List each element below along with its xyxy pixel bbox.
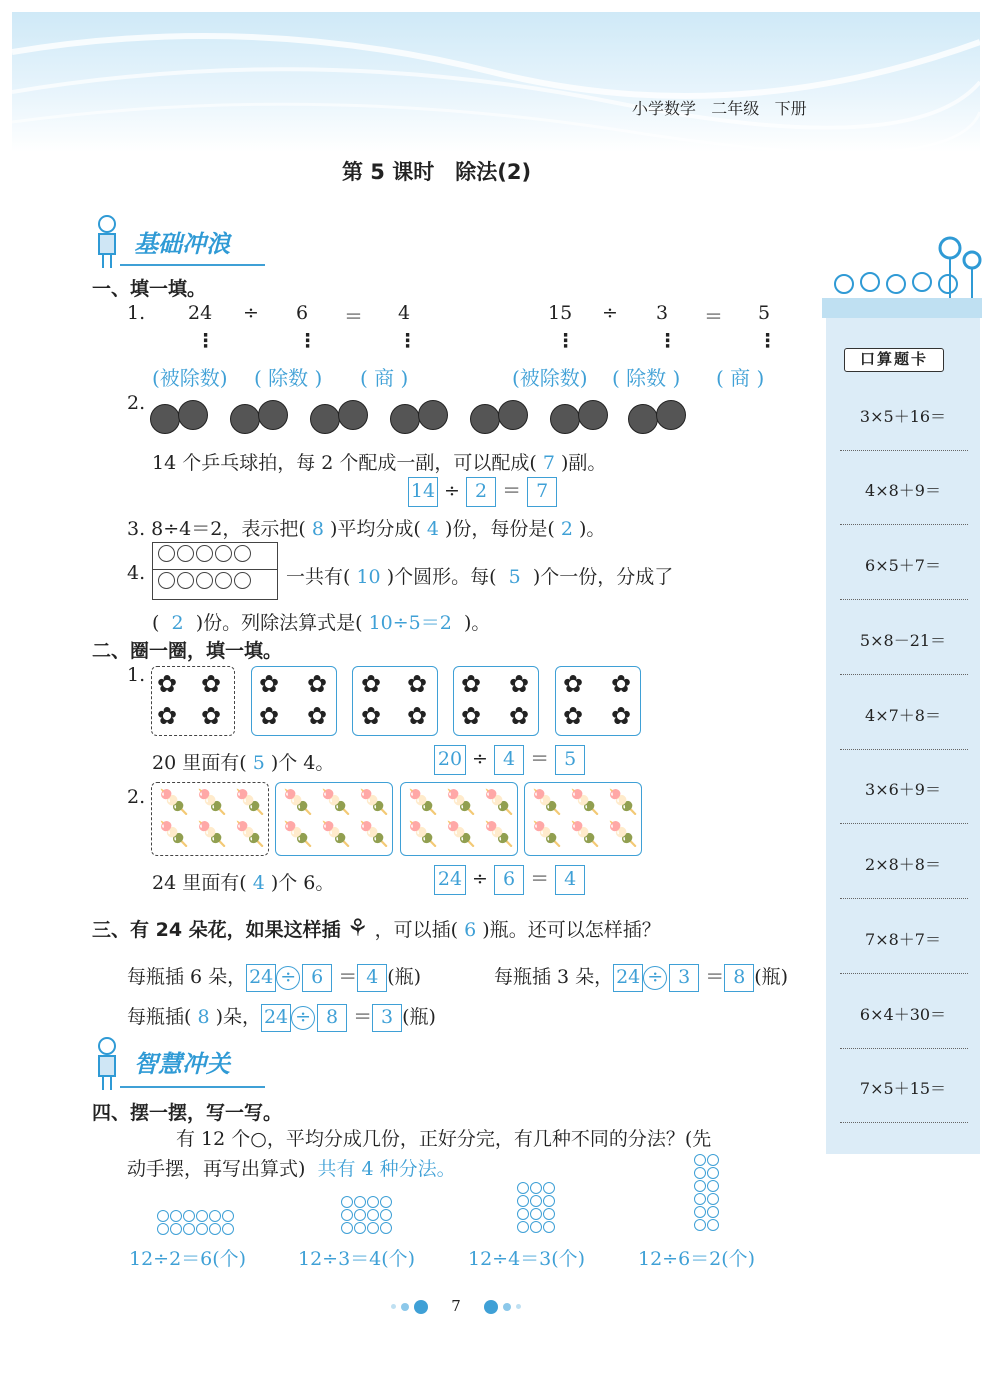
label-divisor-1: ( 除数 ): [254, 366, 323, 390]
section-basic-title: 基础冲浪: [134, 230, 230, 258]
volume: 下册: [774, 99, 807, 118]
popsicle-icon: 🍡: [484, 820, 514, 848]
dots-3x4: [341, 1196, 392, 1234]
flower-icon: ✿: [509, 670, 530, 698]
flower-icon: ✿: [307, 670, 328, 698]
icecream-icons: [151, 782, 651, 856]
paddle-icon: [418, 400, 448, 430]
vdots: ⋮: [758, 330, 777, 352]
popsicle-icon: 🍡: [283, 788, 313, 816]
flower-icon: ✿: [461, 702, 482, 730]
popsicle-icon: 🍡: [197, 820, 227, 848]
grade: 二年级: [711, 99, 760, 118]
flower-icon: ✿: [157, 702, 178, 730]
vdots: ⋮: [556, 330, 575, 352]
flower-icon: ✿: [361, 670, 382, 698]
popsicle-icon: 🍡: [532, 788, 562, 816]
girl-icon: [92, 214, 122, 270]
flower-icon: ✿: [361, 702, 382, 730]
paddle-icon: [310, 404, 340, 434]
popsicle-icon: 🍡: [446, 788, 476, 816]
flower-icon: ✿: [407, 702, 428, 730]
book-name: 小学数学: [632, 99, 697, 118]
section-underline: [120, 1086, 265, 1088]
eq1-quotient: 4: [398, 302, 411, 324]
q4-text2: 动手摆，再写出算式) 共有 4 种分法。: [127, 1158, 456, 1180]
eq1-divisor: 6: [296, 302, 309, 324]
oral-item: 4×7＋8＝: [865, 706, 941, 725]
flower-icon: ✿: [259, 702, 280, 730]
flower-icon: ✿: [509, 702, 530, 730]
label-dividend-1: (被除数): [152, 366, 228, 390]
dots-4x3: [517, 1182, 555, 1233]
q1-title: 一、填一填。: [92, 278, 207, 300]
vdots: ⋮: [196, 330, 215, 352]
paddle-icon: [470, 404, 500, 434]
flower-icon: ✿: [201, 670, 222, 698]
popsicle-icon: 🍡: [283, 820, 313, 848]
flower-icon: ✿: [157, 670, 178, 698]
popsicle-icon: 🍡: [159, 788, 189, 816]
oral-item: 3×6＋9＝: [865, 780, 941, 799]
popsicle-icon: 🍡: [321, 820, 351, 848]
popsicle-icon: 🍡: [570, 788, 600, 816]
flower-icon: ✿: [611, 670, 632, 698]
popsicle-icon: 🍡: [359, 788, 389, 816]
q1-p4-text2: ( 2 )份。列除法算式是( 10÷5＝2 )。: [152, 612, 491, 634]
flower-icon: ✿: [259, 670, 280, 698]
eq2-quotient: 5: [758, 302, 771, 324]
oral-item: 3×5＋16＝: [859, 407, 947, 426]
lesson-title: 第 5 课时 除法(2): [342, 160, 532, 184]
paddle-icon: [578, 400, 608, 430]
oral-item: 6×5＋7＝: [865, 556, 941, 575]
eq2-dividend: 15: [548, 302, 573, 324]
page-footer: [376, 1296, 536, 1326]
q3-row2: 每瓶插 3 朵， 24 ÷ 3 ＝ 8 (瓶): [494, 962, 788, 992]
q2-p1-num: 1.: [127, 664, 146, 686]
eq1-dividend: 24: [188, 302, 213, 324]
popsicle-icon: 🍡: [608, 820, 638, 848]
paddle-icon: [390, 404, 420, 434]
paddle-icon: [338, 400, 368, 430]
eq1-equals: ＝: [344, 306, 364, 328]
flower-icon: ✿: [407, 670, 428, 698]
popsicle-icon: 🍡: [408, 820, 438, 848]
label-quotient-2: ( 商 ): [716, 366, 765, 390]
q4-title: 四、摆一摆，写一写。: [92, 1102, 283, 1124]
q4-eq-1: 12÷2＝6(个): [129, 1248, 247, 1270]
kids-flowers-illustration: [822, 220, 982, 320]
paddle-icon: [656, 400, 686, 430]
q4-eq-4: 12÷6＝2(个): [638, 1248, 756, 1270]
q2-p2-num: 2.: [127, 786, 146, 808]
q1-p2-equation: 14 ÷ 2 ＝ 7: [408, 476, 557, 507]
eq2-op: ÷: [602, 302, 618, 324]
oral-item: 4×8＋9＝: [865, 481, 941, 500]
popsicle-icon: 🍡: [359, 820, 389, 848]
q2-p2-equation: 24 ÷ 6 ＝ 4: [434, 864, 585, 895]
q1-p4-num: 4.: [127, 562, 146, 584]
label-dividend-2: (被除数): [512, 366, 588, 390]
q1-p1-num: 1.: [127, 302, 146, 324]
paddle-icon: [550, 404, 580, 434]
oral-item: 6×4＋30＝: [859, 1005, 947, 1024]
q1-p3: 3. 8÷4＝2，表示把( 8 )平均分成( 4 )份，每份是( 2 )。: [127, 518, 606, 540]
flower-icon: ✿: [563, 670, 584, 698]
flower-icon: ✿: [563, 702, 584, 730]
flower-icon: ✿: [201, 702, 222, 730]
q2-p1-text: 20 里面有( 5 )个 4。: [152, 752, 335, 774]
q3-question: 三、有 24 朵花，如果这样插 ⚘ ，可以插( 6 )瓶。还可以怎样插？: [92, 914, 661, 942]
dots-6x2: [694, 1154, 719, 1231]
q3-row3: 每瓶插( 8 )朵， 24 ÷ 8 ＝ 3 (瓶): [127, 1002, 436, 1032]
paddle-icon: [230, 404, 260, 434]
oral-list: [826, 380, 980, 1140]
eq1-op: ÷: [243, 302, 259, 324]
dots-2x6: [157, 1210, 234, 1235]
header-info: [632, 96, 807, 119]
q1-p2-text: 14 个乒乓球拍，每 2 个配成一副，可以配成( 7 )副。: [152, 452, 607, 474]
popsicle-icon: 🍡: [446, 820, 476, 848]
section-underline: [120, 264, 265, 266]
oral-item: 7×5＋15＝: [859, 1079, 947, 1098]
header-waves: [12, 12, 980, 152]
popsicle-icon: 🍡: [408, 788, 438, 816]
vdots: ⋮: [398, 330, 417, 352]
popsicle-icon: 🍡: [321, 788, 351, 816]
q3-row1: 每瓶插 6 朵， 24 ÷ 6 ＝ 4 (瓶): [127, 962, 421, 992]
q4-eq-2: 12÷3＝4(个): [298, 1248, 416, 1270]
q1-p2-num: 2.: [127, 392, 146, 414]
ping-pong-paddles: [150, 392, 700, 440]
eq2-equals: ＝: [704, 306, 724, 328]
paddle-icon: [178, 400, 208, 430]
q2-p2-text: 24 里面有( 4 )个 6。: [152, 872, 335, 894]
popsicle-icon: 🍡: [570, 820, 600, 848]
vase-icon: ⚘: [346, 914, 369, 942]
popsicle-icon: 🍡: [159, 820, 189, 848]
vdots: ⋮: [298, 330, 317, 352]
paddle-icon: [150, 404, 180, 434]
oral-item: 2×8＋8＝: [865, 855, 941, 874]
label-divisor-2: ( 除数 ): [612, 366, 681, 390]
oral-card-title: 口算题卡: [844, 348, 944, 372]
label-quotient-1: ( 商 ): [360, 366, 409, 390]
flower-icons: [151, 666, 651, 736]
popsicle-icon: 🍡: [235, 820, 265, 848]
circles-box: [152, 542, 278, 600]
eq2-divisor: 3: [656, 302, 669, 324]
popsicle-icon: 🍡: [235, 788, 265, 816]
popsicle-icon: 🍡: [197, 788, 227, 816]
q2-title: 二、圈一圈，填一填。: [92, 640, 283, 662]
paddle-icon: [628, 404, 658, 434]
oral-item: 5×8－21＝: [859, 631, 947, 650]
flower-icon: ✿: [611, 702, 632, 730]
q4-text1: 有 12 个○，平均分成几份，正好分完，有几种不同的分法？(先: [176, 1128, 712, 1150]
flower-icon: ✿: [307, 702, 328, 730]
oral-item: 7×8＋7＝: [865, 930, 941, 949]
paddle-icon: [258, 400, 288, 430]
popsicle-icon: 🍡: [532, 820, 562, 848]
popsicle-icon: 🍡: [484, 788, 514, 816]
flower-icon: ✿: [461, 670, 482, 698]
q1-p4-text1: 一共有( 10 )个圆形。每( 5 )个一份，分成了: [286, 566, 674, 588]
popsicle-icon: 🍡: [608, 788, 638, 816]
page-number: 7: [451, 1297, 461, 1315]
section-wisdom-title: 智慧冲关: [134, 1050, 230, 1078]
boy-icon: [92, 1036, 122, 1092]
vdots: ⋮: [658, 330, 677, 352]
paddle-icon: [498, 400, 528, 430]
q4-eq-3: 12÷4＝3(个): [468, 1248, 586, 1270]
q2-p1-equation: 20 ÷ 4 ＝ 5: [434, 744, 585, 775]
